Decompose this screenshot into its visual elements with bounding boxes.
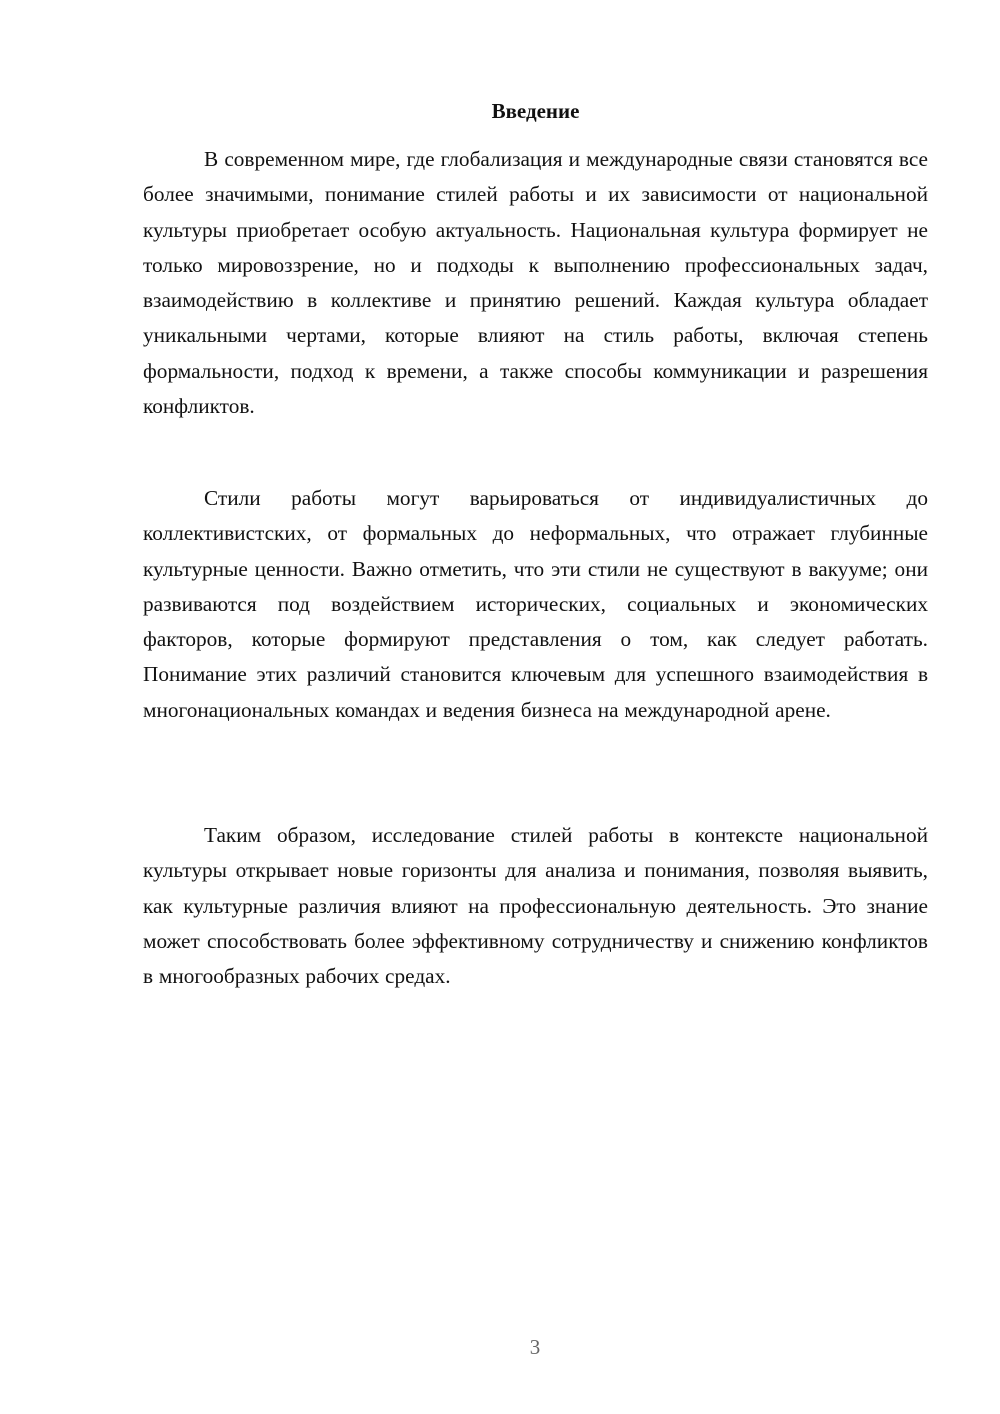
- section-heading: Введение: [491, 99, 580, 123]
- page-number: 3: [529, 1335, 541, 1359]
- paragraph-conclusion: Таким образом, исследование стилей работы в контексте национальной культуры открывает новые горизонты для анализа и понимания, позволяя выявить, как культурные различия влияют на профессиональную деятельность. Это знание может способствовать более эффективному сотрудничеству и снижению конфликтов в многообразных рабочих средах.: [143, 823, 928, 989]
- paragraph-work-styles: Стили работы могут варьироваться от индивидуалистичных до коллективистских, от формальных до неформальных, что отражает глубинные культурные ценности. Важно отметить, что эти стили не существуют в вакууме; они развиваются под воздействием исторических, социальных и экономических факторов, которые формируют представления о том, как следует работать. Понимание этих различий становится ключевым для успешного взаимодействия в многонациональных командах и ведения бизнеса на международной арене.: [143, 486, 928, 722]
- paragraph-intro: В современном мире, где глобализация и международные связи становятся все более значимыми, понимание стилей работы и их зависимости от национальной культуры приобретает особую актуальность. Национальная культура формирует не только мировоззрение, но и подходы к выполнению профессиональных задач, взаимодействию в коллективе и принятию решений. Каждая культура обладает уникальными чертами, которые влияют на стиль работы, включая степень формальности, подход к времени, а также способы коммуникации и разрешения конфликтов.: [143, 147, 928, 419]
